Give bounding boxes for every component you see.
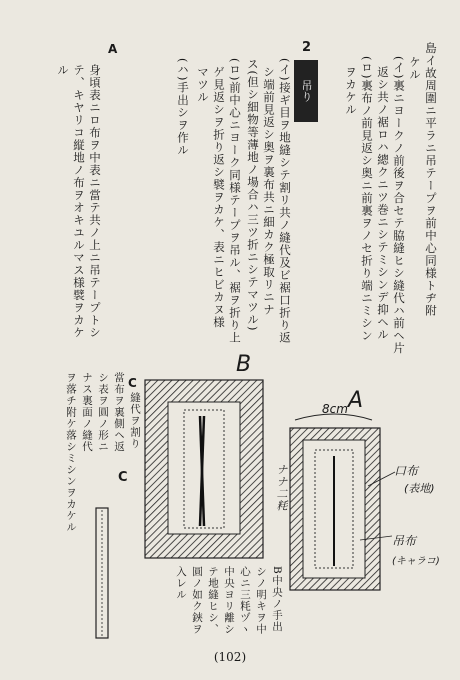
b-line-7: 入レル xyxy=(175,566,187,601)
c-line-3: シ表ヲ圓ノ形ニ xyxy=(97,372,109,453)
figure-a-label: A xyxy=(348,388,364,413)
b-line-3: 心ニ三粍ヅヽ xyxy=(239,566,251,635)
a-line-3: ル xyxy=(56,64,70,77)
a-heading: A xyxy=(108,42,118,56)
b-line-6: 圓ノ如ク鋏ヲ xyxy=(191,566,203,635)
c-line-5: ヲ落チ附ケ落シミシンヲカケル xyxy=(65,372,77,533)
b-line-5: テ地縫ヒシ、 xyxy=(207,566,219,635)
c-line-1: 縫代ヲ割り xyxy=(129,392,141,450)
section-badge: 吊り xyxy=(294,60,318,122)
intro-line-2: ケル xyxy=(408,56,422,81)
step-ro-line-1: (ロ)裏布ノ前見返シ奥ニ前裏ヲノセ折り端ニミシン xyxy=(360,56,374,342)
step-i-line-1: (イ)裏ニヨークノ前後ヲ合セテ脇縫ヒシ縫代ハ前ヘ片 xyxy=(392,56,406,355)
kyarako-label: (キャラコ) xyxy=(392,556,440,567)
figure-b xyxy=(145,380,263,558)
omoteji-label: (表地) xyxy=(404,482,435,495)
c-heading: C xyxy=(128,376,137,390)
c-line-2: 當布ヲ裏側ヘ返 xyxy=(113,372,125,453)
kuchinuno-label: 口布 xyxy=(394,464,419,478)
section2-i-line-2: シ端前見返シ奥ヲ裏布共ニ細カク極取リニナ xyxy=(262,66,276,316)
section2-ro-line-2: ゲ見返シヲ折り返シ襞ヲカケ、表ニヒビカヌ様 xyxy=(212,66,226,329)
figure-c-label: C xyxy=(118,470,128,485)
b-line-4: 中央ヨリ離シ xyxy=(223,566,235,635)
a-line-2: テ、キヤリコ縦地ノ布ヲオキユルマス様襞ヲカケ xyxy=(72,64,86,339)
section2-ro-line-1: (ロ)前中心ニヨーク同様テープヲ吊ル、裾ヲ折り上 xyxy=(228,58,242,344)
width-annotation: ナナ二粍 xyxy=(275,464,288,512)
b-line-2: シノ明キヲ中 xyxy=(255,566,267,635)
figure-c xyxy=(96,508,108,638)
intro-line-1: 島イ故周圍ニ平ラニ吊テープヲ前中心同様トヂ附 xyxy=(424,42,438,317)
section2-i-line-3: ス(但シ細物等薄地ノ場合ハ三ツ折ニシテマツル) xyxy=(246,58,260,332)
measurement-label: 8cm xyxy=(322,402,348,416)
step-ro-line-2: ヲカケル xyxy=(344,66,358,116)
figure-a xyxy=(290,414,395,590)
section-number: 2 xyxy=(302,40,312,55)
tsuri-label: 吊布 xyxy=(392,534,417,548)
section2-ha-line-1: (ハ)手出シヲ作ル xyxy=(176,58,190,157)
section2-ro-line-3: マツル xyxy=(196,66,210,104)
step-i-line-2: 返シ共ノ裾ロハ總クニツ巻ニシテミシンデ抑ヘル xyxy=(376,66,390,341)
section2-i-line-1: (イ)接ギ目ヲ地縫シテ割リ共ノ縫代及ビ裾口折り返 xyxy=(278,58,292,344)
figure-b-label: B xyxy=(236,352,252,377)
c-line-4: ナス裏面ノ縫代 xyxy=(81,372,93,453)
b-line-1: B中央ノ手出 xyxy=(271,566,283,633)
a-line-1: 身頃表ニロ布ヲ中表ニ當テ共ノ上ニ吊テープトシ xyxy=(88,64,102,339)
page-number: (102) xyxy=(213,650,247,664)
